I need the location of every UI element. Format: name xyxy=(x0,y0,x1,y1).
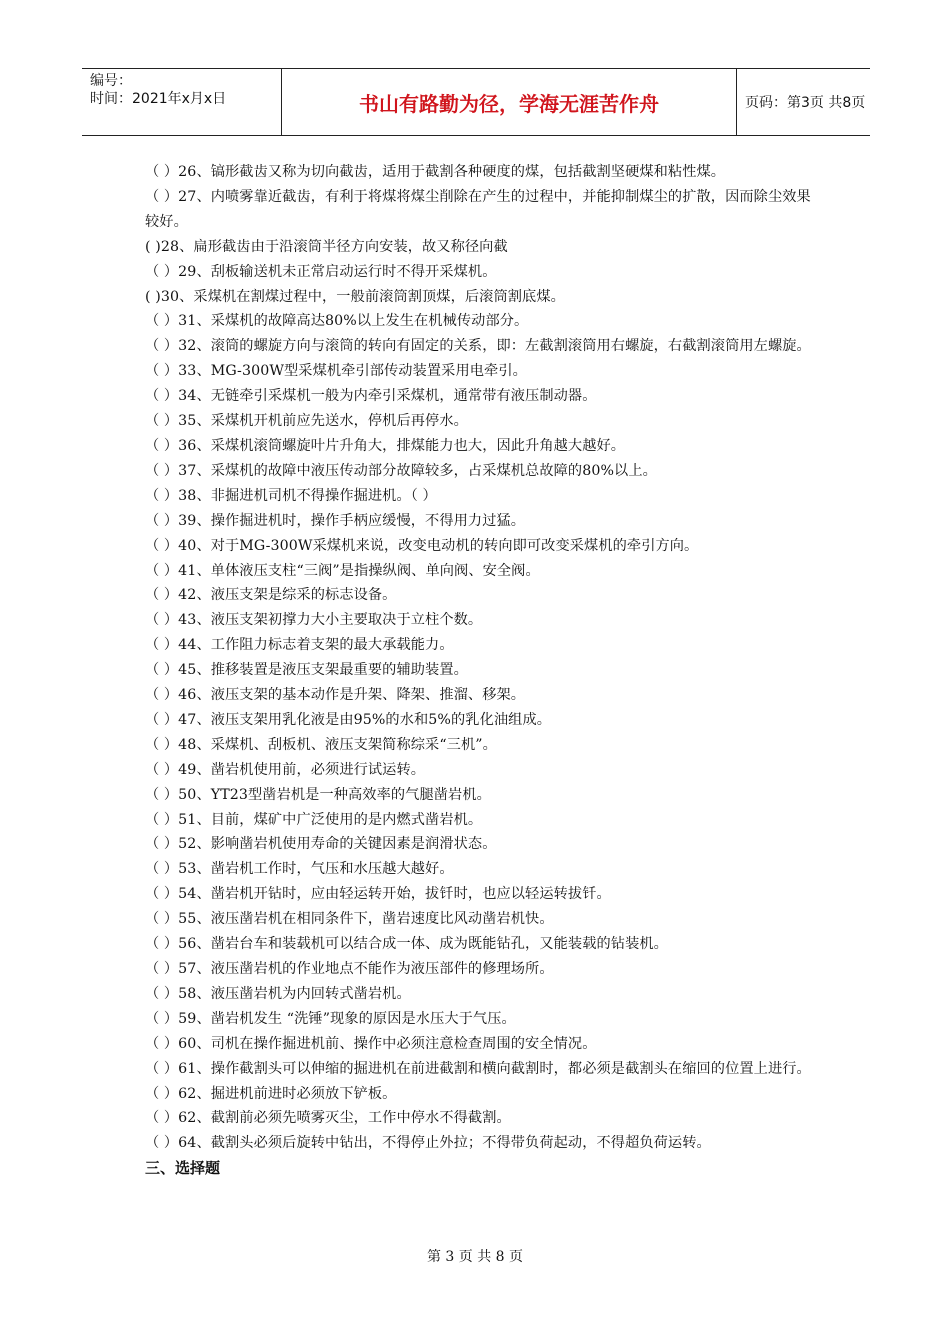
question-28: ( )28、扁形截齿由于沿滚筒半径方向安装，故又称径向截 xyxy=(145,238,508,255)
question-54: （ ）54、凿岩机开钻时，应由轻运转开始，拔钎时，也应以轻运转拔钎。 xyxy=(145,886,611,903)
header-date: 时间：2021年x月x日 xyxy=(90,91,227,107)
question-51: （ ）51、目前，煤矿中广泛使用的是内燃式凿岩机。 xyxy=(145,811,483,828)
question-42: （ ）42、液压支架是综采的标志设备。 xyxy=(145,587,397,604)
question-39: （ ）39、操作掘进机时，操作手柄应缓慢，不得用力过猛。 xyxy=(145,512,526,529)
question-43: （ ）43、液压支架初撑力大小主要取决于立柱个数。 xyxy=(145,612,483,629)
header-number: 编号： xyxy=(90,73,132,89)
question-41: （ ）41、单体液压支柱“三阀”是指操纵阀、单向阀、安全阀。 xyxy=(145,562,540,579)
question-48: （ ）48、采煤机、刮板机、液压支架简称综采“三机”。 xyxy=(145,736,497,753)
question-34: （ ）34、无链牵引采煤机一般为内牵引采煤机，通常带有液压制动器。 xyxy=(145,388,597,405)
question-27: （ ）27、内喷雾靠近截齿，有利于将煤将煤尘削除在产生的过程中，并能抑制煤尘的扩散，因而除尘效果较好。 xyxy=(145,188,811,230)
question-33: （ ）33、MG-300W型采煤机牵引部传动装置采用电牵引。 xyxy=(145,363,527,380)
question-50: （ ）50、YT23型凿岩机是一种高效率的气腿凿岩机。 xyxy=(145,786,491,803)
question-32: （ ）32、滚筒的螺旋方向与滚筒的转向有固定的关系，即：左截割滚筒用右螺旋，右截割滚筒用左螺旋。 xyxy=(145,338,811,355)
question-38: （ ）38、非掘进机司机不得操作掘进机。（ ） xyxy=(145,487,437,504)
question-60: （ ）60、司机在操作掘进机前、操作中必须注意检查周围的安全情况。 xyxy=(145,1035,597,1052)
question-30: ( )30、采煤机在割煤过程中，一般前滚筒割顶煤，后滚筒割底煤。 xyxy=(145,288,565,305)
question-45: （ ）45、推移装置是液压支架最重要的辅助装置。 xyxy=(145,662,468,679)
question-31: （ ）31、采煤机的故障高达80%以上发生在机械传动部分。 xyxy=(145,313,529,330)
question-56: （ ）56、凿岩台车和装载机可以结合成一体、成为既能钻孔，又能装载的钻装机。 xyxy=(145,936,668,953)
question-36: （ ）36、采煤机滚筒螺旋叶片升角大，排煤能力也大，因此升角越大越好。 xyxy=(145,437,626,454)
question-62a: （ ）62、掘进机前进时必须放下铲板。 xyxy=(145,1085,397,1102)
section-title-choice: 三、选择题 xyxy=(145,1159,221,1178)
question-53: （ ）53、凿岩机工作时，气压和水压越大越好。 xyxy=(145,861,454,878)
header-page-number: 页码：第3页 共8页 xyxy=(745,95,866,111)
question-list xyxy=(145,160,825,1181)
question-37: （ ）37、采煤机的故障中液压传动部分故障较多，占采煤机总故障的80%以上。 xyxy=(145,462,657,479)
question-58: （ ）58、液压凿岩机为内回转式凿岩机。 xyxy=(145,985,411,1002)
question-47: （ ）47、液压支架用乳化液是由95%的水和5%的乳化油组成。 xyxy=(145,711,552,728)
question-29: （ ）29、刮板输送机未正常启动运行时不得开采煤机。 xyxy=(145,263,497,280)
question-44: （ ）44、工作阻力标志着支架的最大承载能力。 xyxy=(145,637,454,654)
question-64: （ ）64、截割头必须后旋转中钻出，不得停止外拉；不得带负荷起动，不得超负荷运转。 xyxy=(145,1135,711,1152)
question-61: （ ）61、操作截割头可以伸缩的掘进机在前进截割和横向截割时，都必须是截割头在缩回的位置上进行。 xyxy=(145,1060,811,1077)
page-header xyxy=(82,68,870,136)
question-52: （ ）52、影响凿岩机使用寿命的关键因素是润滑状态。 xyxy=(145,836,497,853)
question-35: （ ）35、采煤机开机前应先送水，停机后再停水。 xyxy=(145,413,468,430)
question-49: （ ）49、凿岩机使用前，必须进行试运转。 xyxy=(145,761,426,778)
question-57: （ ）57、液压凿岩机的作业地点不能作为液压部件的修理场所。 xyxy=(145,961,554,977)
question-62b: （ ）62、截割前必须先喷雾灭尘，工作中停水不得截割。 xyxy=(145,1110,511,1127)
question-55: （ ）55、液压凿岩机在相同条件下，凿岩速度比风动凿岩机快。 xyxy=(145,911,554,928)
question-46: （ ）46、液压支架的基本动作是升架、降架、推溜、移架。 xyxy=(145,687,526,704)
question-59: （ ）59、凿岩机发生 “洗锤”现象的原因是水压大于气压。 xyxy=(145,1010,516,1027)
question-26: （ ）26、镐形截齿又称为切向截齿，适用于截割各种硬度的煤，包括截割坚硬煤和粘性煤。 xyxy=(145,164,726,180)
page-footer: 第 3 页 共 8 页 xyxy=(426,1249,524,1265)
question-40: （ ）40、对于MG-300W采煤机来说，改变电动机的转向即可改变采煤机的牵引方向。 xyxy=(145,537,699,554)
header-motto: 书山有路勤为径，学海无涯苦作舟 xyxy=(282,69,737,135)
header-meta xyxy=(82,69,282,135)
